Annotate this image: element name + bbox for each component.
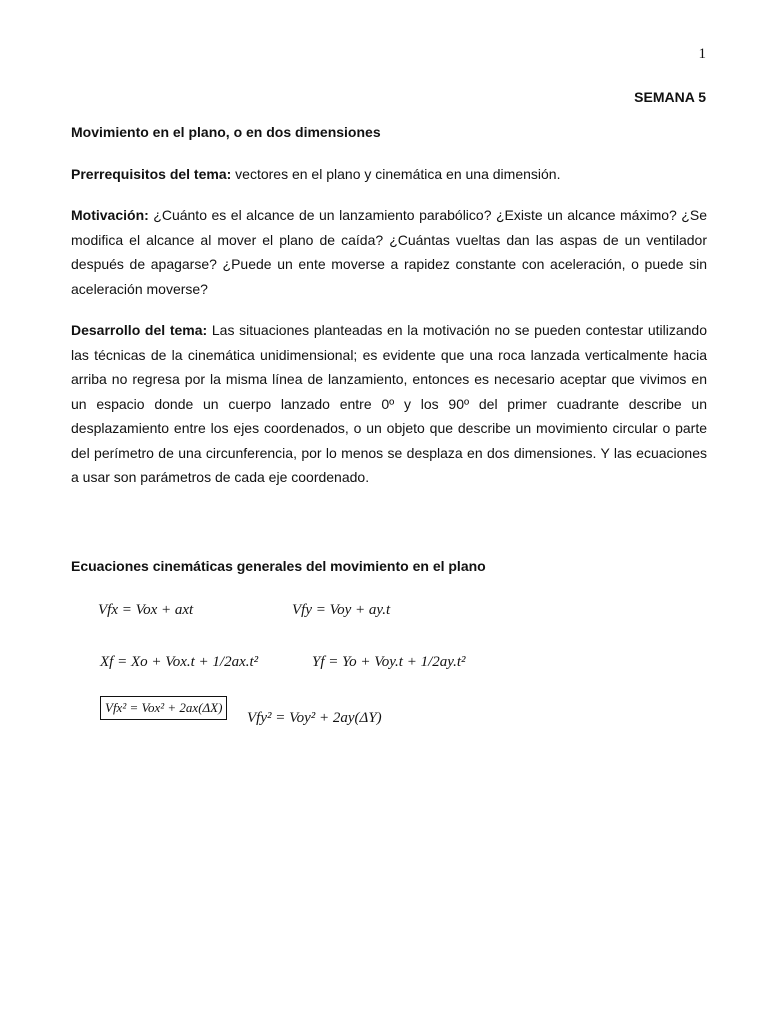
motivation-text: ¿Cuánto es el alcance de un lanzamiento parabólico? ¿Existe un alcance máximo? ¿Se modifica el alcance al mover el plano de caída? ¿Cuántas vueltas dan las aspas de un ventilador después de apagarse? ¿Puede un ente moverse a rapidez constante con aceleración, o puede sin aceleración moverse?: [71, 207, 707, 297]
motivation-paragraph: [71, 203, 707, 301]
equation-vfx-squared-boxed: Vfx² = Vox² + 2ax(ΔX): [100, 696, 227, 720]
equation-vfy: Vfy = Voy + ay.t: [292, 602, 391, 618]
prerequisites-paragraph: [71, 162, 707, 187]
equation-xf: Xf = Xo + Vox.t + 1/2ax.t²: [100, 654, 259, 670]
page-number: 1: [698, 46, 706, 62]
development-label: Desarrollo del tema:: [71, 322, 208, 338]
equation-yf: Yf = Yo + Voy.t + 1/2ay.t²: [312, 654, 466, 670]
prerequisites-text: vectores en el plano y cinemática en una dimensión.: [231, 166, 561, 182]
development-text: Las situaciones planteadas en la motivación no se pueden contestar utilizando las técnicas de la cinemática unidimensional; es evidente que una roca lanzada verticalmente hacia arriba no regresa por la misma línea de lanzamiento, entonces es necesario aceptar que vivimos en un espacio donde un cuerpo lanzado entre 0º y los 90º del primer cuadrante describe un desplazamiento entre los ejes coordenados, o un objeto que describe un movimiento circular o parte del perímetro de una circunferencia, por lo menos se desplaza en dos dimensiones. Y las ecuaciones a usar son parámetros de cada eje coordenado.: [71, 322, 707, 485]
equation-vfx: Vfx = Vox + axt: [98, 602, 194, 618]
motivation-label: Motivación:: [71, 207, 149, 223]
topic-title: Movimiento en el plano, o en dos dimensiones: [71, 124, 381, 140]
prerequisites-label: Prerrequisitos del tema:: [71, 166, 232, 182]
equation-vfy-squared: Vfy² = Voy² + 2ay(ΔY): [247, 710, 382, 726]
week-label: SEMANA 5: [634, 89, 706, 105]
development-paragraph: [71, 318, 707, 490]
equations-title: Ecuaciones cinemáticas generales del movimiento en el plano: [71, 558, 486, 574]
